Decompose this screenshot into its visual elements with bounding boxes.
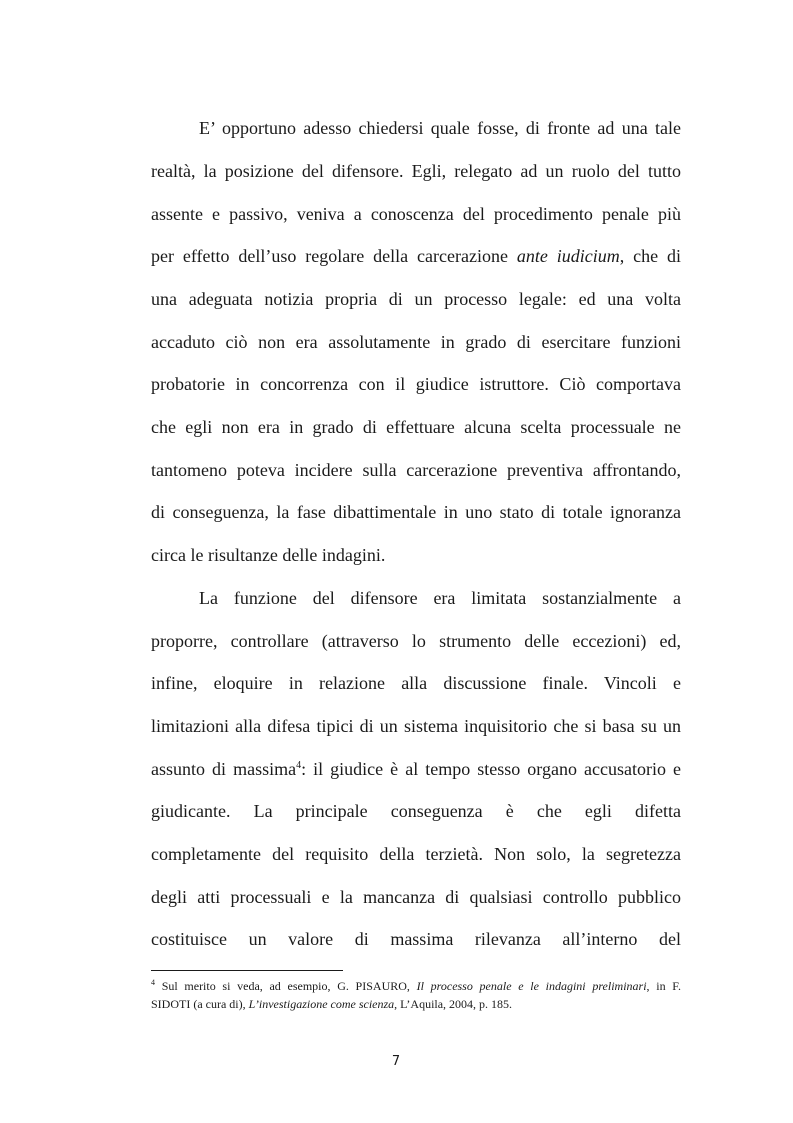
paragraph-1-line-10: di conseguenza, la fase dibattimentale in uno stato di totale ignoranza — [151, 502, 681, 522]
footnote-line-1: $^4$ Sul merito si veda, ad esempio, G. PISAURO, Il processo penale e le indagini preliminari, in F. — [151, 978, 681, 993]
paragraph-2-line-5: assunto di massima$^4$: il giudice è al tempo stesso organo accusatorio e — [151, 759, 681, 779]
latin-term: ante iudicium — [516, 246, 620, 266]
paragraph-2-line-8: degli atti processuali e la mancanza di qualsiasi controllo pubblico — [151, 887, 681, 907]
paragraph-1-line-8: che egli non era in grado di effettuare alcuna scelta processuale ne — [151, 417, 681, 437]
paragraph-2-line-3: infine, eloquire in relazione alla discussione finale. Vincoli e — [151, 673, 681, 693]
paragraph-2-line-4: limitazioni alla difesa tipici di un sistema inquisitorio che si basa su un — [151, 716, 681, 736]
paragraph-2-line-6: giudicante. La principale conseguenza è che egli difetta — [151, 801, 681, 821]
footnote-reference[interactable]: 4 — [296, 760, 302, 771]
footnote-marker: 4 — [151, 978, 155, 987]
paragraph-2-line-9: costituisce un valore di massima rilevanza all’interno del — [151, 929, 681, 949]
paragraph-1-line-6: accaduto ciò non era assolutamente in grado di esercitare funzioni — [151, 332, 681, 352]
paragraph-1-line-4: per effetto dell’uso regolare della carcerazione ante iudicium, che di — [151, 246, 682, 266]
paragraph-1-line-2: realtà, la posizione del difensore. Egli, relegato ad un ruolo del tutto — [151, 161, 681, 181]
footnote-title-1: Il processo penale e le indagini preliminari — [416, 979, 647, 993]
footnote-line-2: SIDOTI (a cura di), L’investigazione come scienza, L’Aquila, 2004, p. 185. — [151, 997, 513, 1011]
paragraph-2-line-7: completamente del requisito della terzietà. Non solo, la segretezza — [151, 844, 681, 864]
footnote-separator — [151, 970, 343, 971]
paragraph-2-line-2: proporre, controllare (attraverso lo strumento delle eccezioni) ed, — [151, 631, 681, 651]
footnote-title-2: L’investigazione come scienza — [248, 997, 395, 1011]
paragraph-1-line-1: E’ opportuno adesso chiedersi quale fosse, di fronte ad una tale — [199, 118, 681, 138]
paragraph-1-line-9: tantomeno poteva incidere sulla carcerazione preventiva affrontando, — [151, 460, 681, 480]
page-number: 7 — [391, 1054, 401, 1069]
paragraph-1-line-7: probatorie in concorrenza con il giudice istruttore. Ciò comportava — [151, 374, 681, 394]
paragraph-1-line-11: circa le risultanze delle indagini. — [151, 545, 386, 565]
paragraph-2-line-1: La funzione del difensore era limitata sostanzialmente a — [199, 588, 681, 608]
paragraph-1-line-5: una adeguata notizia propria di un processo legale: ed una volta — [151, 289, 681, 309]
paragraph-1-line-3: assente e passivo, veniva a conoscenza del procedimento penale più — [151, 204, 681, 224]
